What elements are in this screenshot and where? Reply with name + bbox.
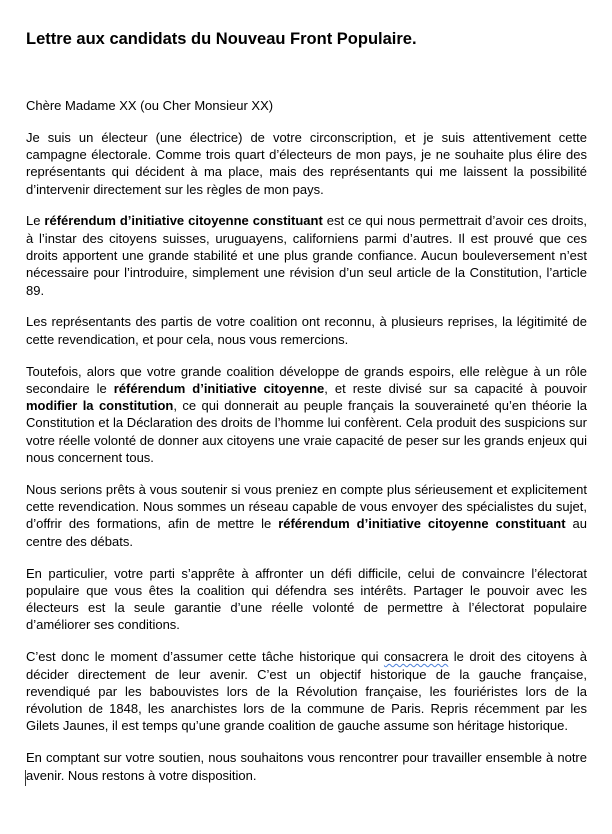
p7-text-a: C’est donc le moment d’assumer cette tâche historique qui	[26, 649, 384, 665]
p5-text-a: Nous serions prêts à vous soutenir si vous preniez en compte plus sérieusement et explicitement cette revendication. Nous sommes un réseau capable de vous envoyer des spécialistes du sujet, d’offrir des formations, afin de mettre le	[26, 481, 587, 532]
p4-text-c: , et reste divisé sur sa capacité à pouvoir	[324, 380, 587, 396]
salutation: Chère Madame XX (ou Cher Monsieur XX)	[26, 98, 274, 113]
p7-text-c: le droit des citoyens à décider directement de leur avenir. C’est un objectif historique de la gauche française, revendiqué par les babouvistes lors de la Révolution française, les fouriéristes lors de la révolution de 1848, les anarchistes lors de la commune de Paris. Repris récemment par les Gilets Jaunes, il est temps qu’une grande coalition de gauche assume son héritage historique.	[26, 649, 587, 734]
paragraph-2	[26, 212, 587, 298]
paragraph-8: En comptant sur votre soutien, nous souhaitons vous rencontrer pour travailler ensemble à notre avenir. Nous restons à votre disposition.	[26, 750, 587, 783]
p4-text-a: Toutefois, alors que votre grande coalition développe de grands espoirs, elle relègue à un rôle secondaire le	[26, 363, 587, 396]
p4-text-e: , ce qui donnerait au peuple français la souveraineté qu’en théorie la Constitution et la Déclaration des droits de l’homme lui confèrent. Cela produit des suspicions sur votre réelle volonté de donner aux citoyens une vraie capacité de peser sur les grands enjeux qui nous concernent tous.	[26, 398, 587, 466]
p2-bold-ricc: référendum d’initiative citoyenne constituant	[44, 213, 323, 229]
page-title: Lettre aux candidats du Nouveau Front Populaire.	[26, 30, 417, 48]
p4-bold-ric: référendum d’initiative citoyenne	[113, 380, 325, 396]
p5-text-c: au centre des débats.	[26, 516, 588, 549]
p4-bold-modifier: modifier la constitution	[26, 398, 174, 414]
letter-body[interactable]	[26, 29, 587, 784]
paragraph-6: En particulier, votre parti s’apprête à affronter un défi difficile, celui de convaincre l’électorat populaire que vous êtes la coalition qui défendra ses intérêts. Partager le pouvoir avec les électeurs est la seule garantie d’une réelle volonté de permettre à l’électorat populaire d’améliorer ses conditions.	[26, 565, 587, 633]
paragraph-1: Je suis un électeur (une électrice) de votre circonscription, et je suis attentivement cette campagne électorale. Comme trois quart d’électeurs de mon pays, je ne souhaite plus élire des représentants qui décident à ma place, mais des représentants qui me laissent la possibilité d’intervenir directement sur les règles de mon pays.	[26, 129, 587, 197]
p2-text-c: est ce qui nous permettrait d’avoir ces droits, à l’instar des citoyens suisses, uruguayens, californiens parmi d’autres. Il est prouvé que ces droits apportent une grande stabilité et une plus grande confiance. Aucun bouleversement n’est nécessaire pour l’introduire, simplement une révision d’un seul article de la Constitution, l’article 89.	[26, 213, 587, 298]
paragraph-5	[26, 481, 587, 550]
p5-bold-ricc: référendum d’initiative citoyenne constituant	[278, 516, 566, 532]
p2-text-a: Le	[26, 213, 45, 229]
paragraph-7	[26, 648, 587, 734]
text-cursor	[25, 770, 26, 786]
spellcheck-word[interactable]: consacrera	[383, 649, 449, 665]
paragraph-4	[26, 363, 587, 467]
paragraph-3: Les représentants des partis de votre coalition ont reconnu, à plusieurs reprises, la légitimité de cette revendication, et pour cela, nous vous remercions.	[26, 314, 587, 347]
